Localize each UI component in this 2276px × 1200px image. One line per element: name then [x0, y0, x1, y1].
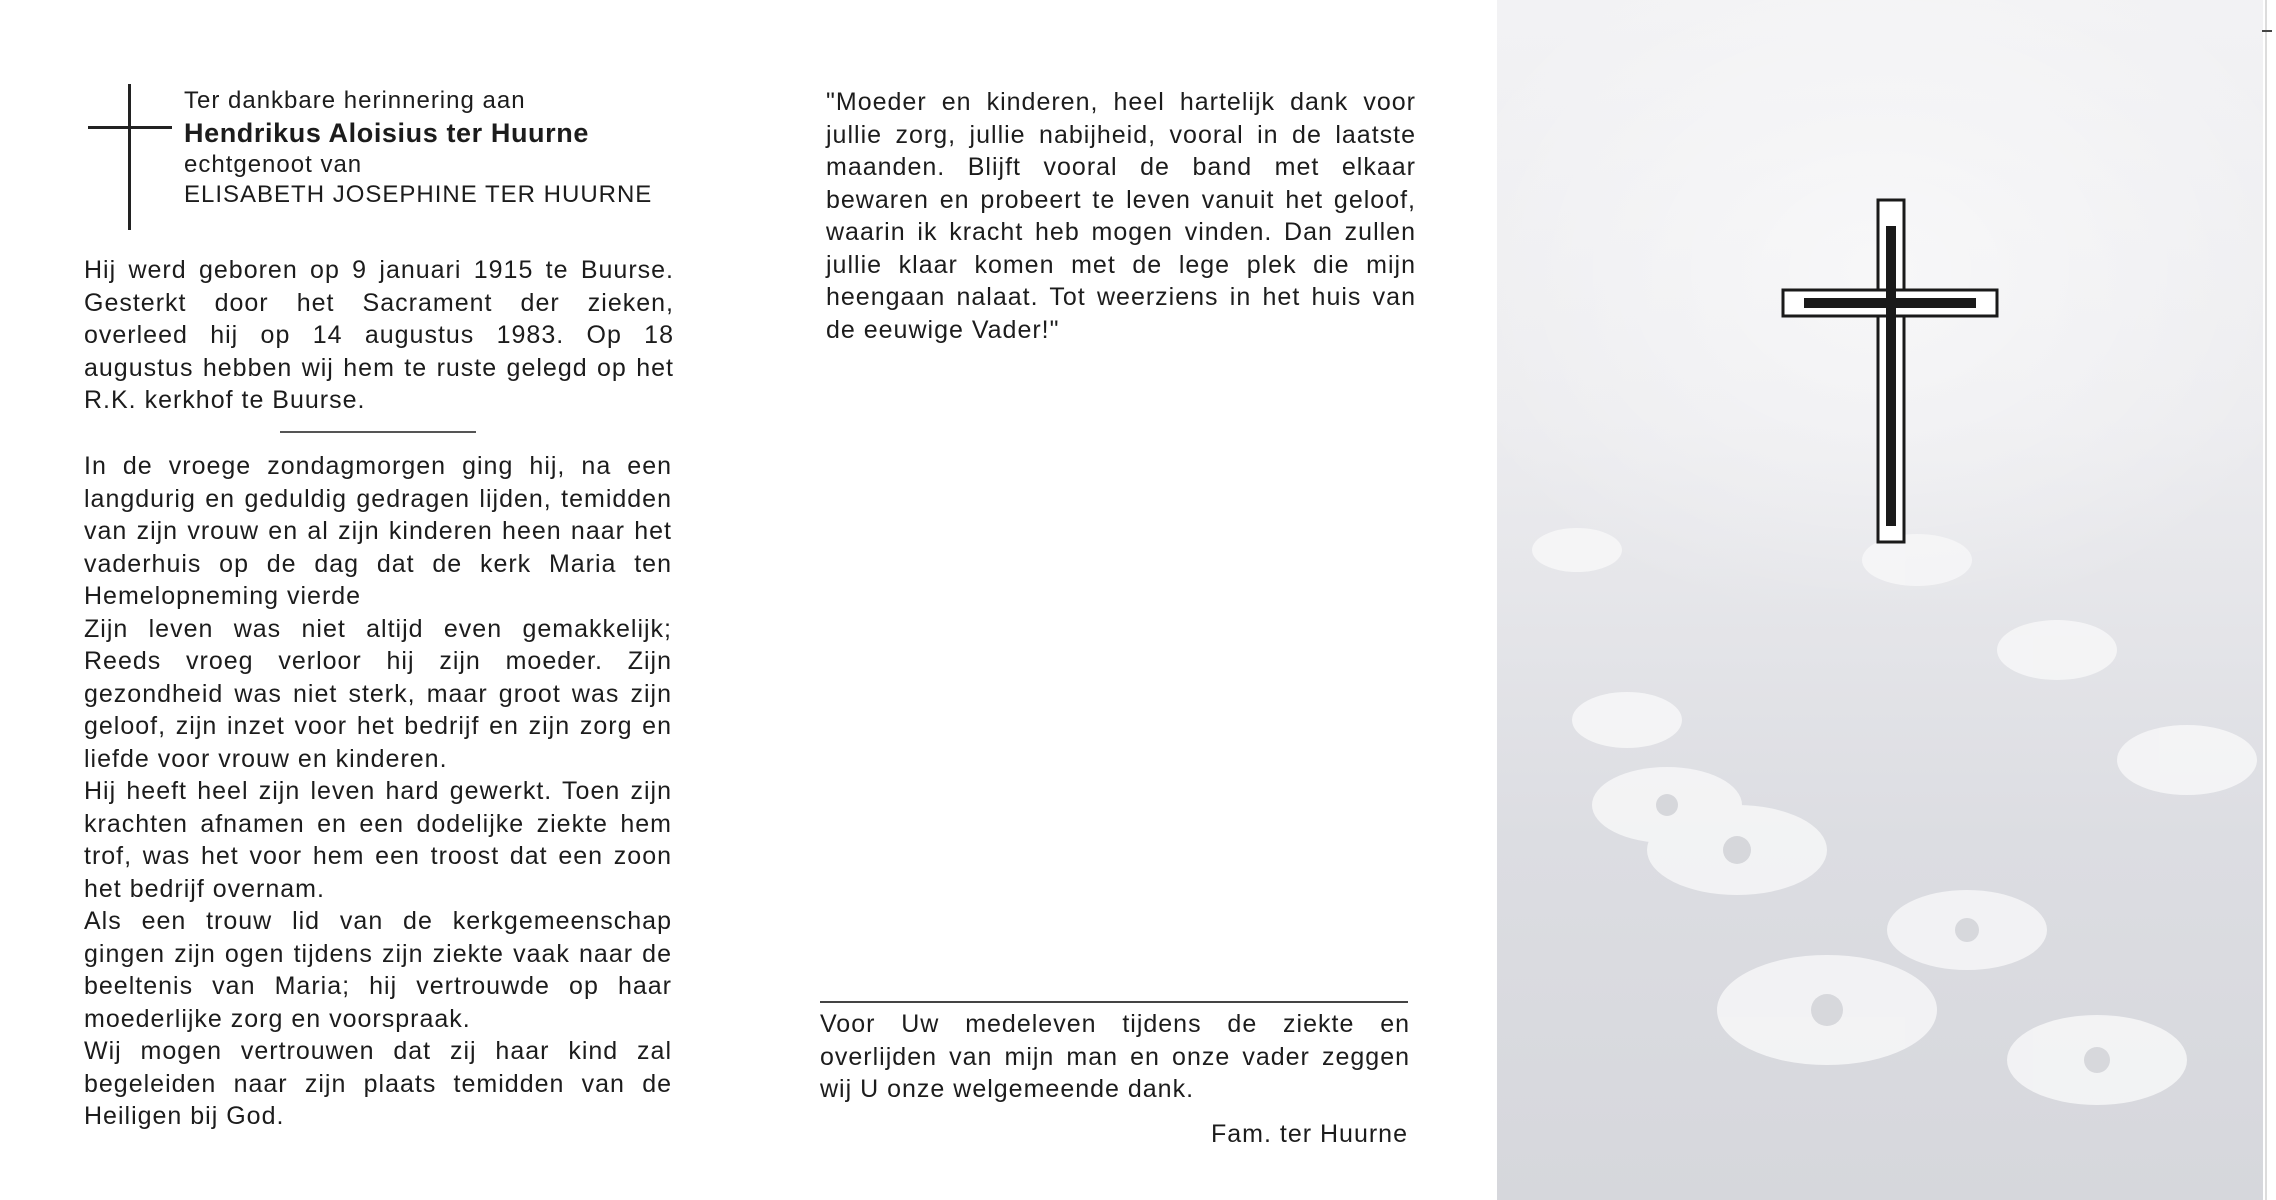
- header-intro: Ter dankbare herinnering aan: [184, 87, 526, 114]
- tribute-paragraph-1: In de vroege zondagmorgen ging hij, na een langdurig en geduldig gedragen lijden, temidden van zijn vrouw en al zijn kinderen heen naar het vaderhuis op de dag dat de kerk Maria ten Hemelopneming vierde: [84, 452, 672, 610]
- thanks-block: [820, 1008, 1410, 1106]
- flower-photo: [1497, 0, 2263, 1200]
- daisy-field-image: [1497, 0, 2263, 1200]
- cross-icon: [1780, 198, 2000, 546]
- spouse-name: ELISABETH JOSEPHINE TER HUURNE: [184, 181, 653, 208]
- tribute-text: [84, 450, 672, 1133]
- divider: [280, 431, 476, 433]
- bio-text: Hij werd geboren op 9 januari 1915 te Buurse. Gesterkt door het Sacrament der zieken, overleed hij op 14 augustus 1983. Op 18 augustus hebben wij hem te ruste gelegd op het R.K. kerkhof te Buurse.: [84, 256, 674, 414]
- tribute-paragraph-2: Zijn leven was niet altijd even gemakkelijk; Reeds vroeg verloor hij zijn moeder. Zijn gezondheid was niet sterk, maar groot was zijn geloof, zijn inzet voor het bedrijf en zijn zorg en liefde voor vrouw en kinderen.: [84, 614, 672, 773]
- quote-text: "Moeder en kinderen, heel hartelijk dank voor jullie zorg, jullie nabijheid, vooral in de laatste maanden. Blijft vooral de band met elkaar bewaren en probeert te leven vanuit het geloof, waarin ik kracht heb mogen vinden. Dan zullen jullie klaar komen met de lege plek die mijn heengaan nalaat. Tot weerziens in het huis van de eeuwige Vader!": [826, 88, 1416, 344]
- memorial-header: [184, 86, 694, 210]
- deceased-name: Hendrikus Aloisius ter Huurne: [184, 118, 589, 148]
- tribute-paragraph-3: Hij heeft heel zijn leven hard gewerkt. Toen zijn krachten afnamen en een dodelijke ziekte hem trof, was het voor hem een troost dat een zoon het bedrijf overnam.: [84, 777, 672, 903]
- quote-block: [826, 86, 1416, 346]
- thanks-text: Voor Uw medeleven tijdens de ziekte en overlijden van mijn man en onze vader zeggen wij U onze welgemeende dank.: [820, 1010, 1410, 1103]
- header-relation: echtgenoot van: [184, 151, 363, 178]
- card-edge: [2265, 0, 2267, 1200]
- tribute-paragraph-5: Wij mogen vertrouwen dat zij haar kind zal begeleiden naar zijn plaats temidden van de Heiligen bij God.: [84, 1037, 672, 1130]
- signature: Fam. ter Huurne: [1210, 1120, 1408, 1148]
- cross-icon-horizontal: [88, 126, 172, 129]
- cross-icon-vertical: [128, 84, 131, 230]
- divider: [820, 1001, 1408, 1003]
- tribute-paragraph-4: Als een trouw lid van de kerkgemeenschap gingen zijn ogen tijdens zijn ziekte vaak naar de beeltenis van Maria; hij vertrouwde op haar moederlijke zorg en voorspraak.: [84, 907, 672, 1033]
- crop-mark: [2262, 30, 2272, 32]
- bio-block: [84, 254, 674, 417]
